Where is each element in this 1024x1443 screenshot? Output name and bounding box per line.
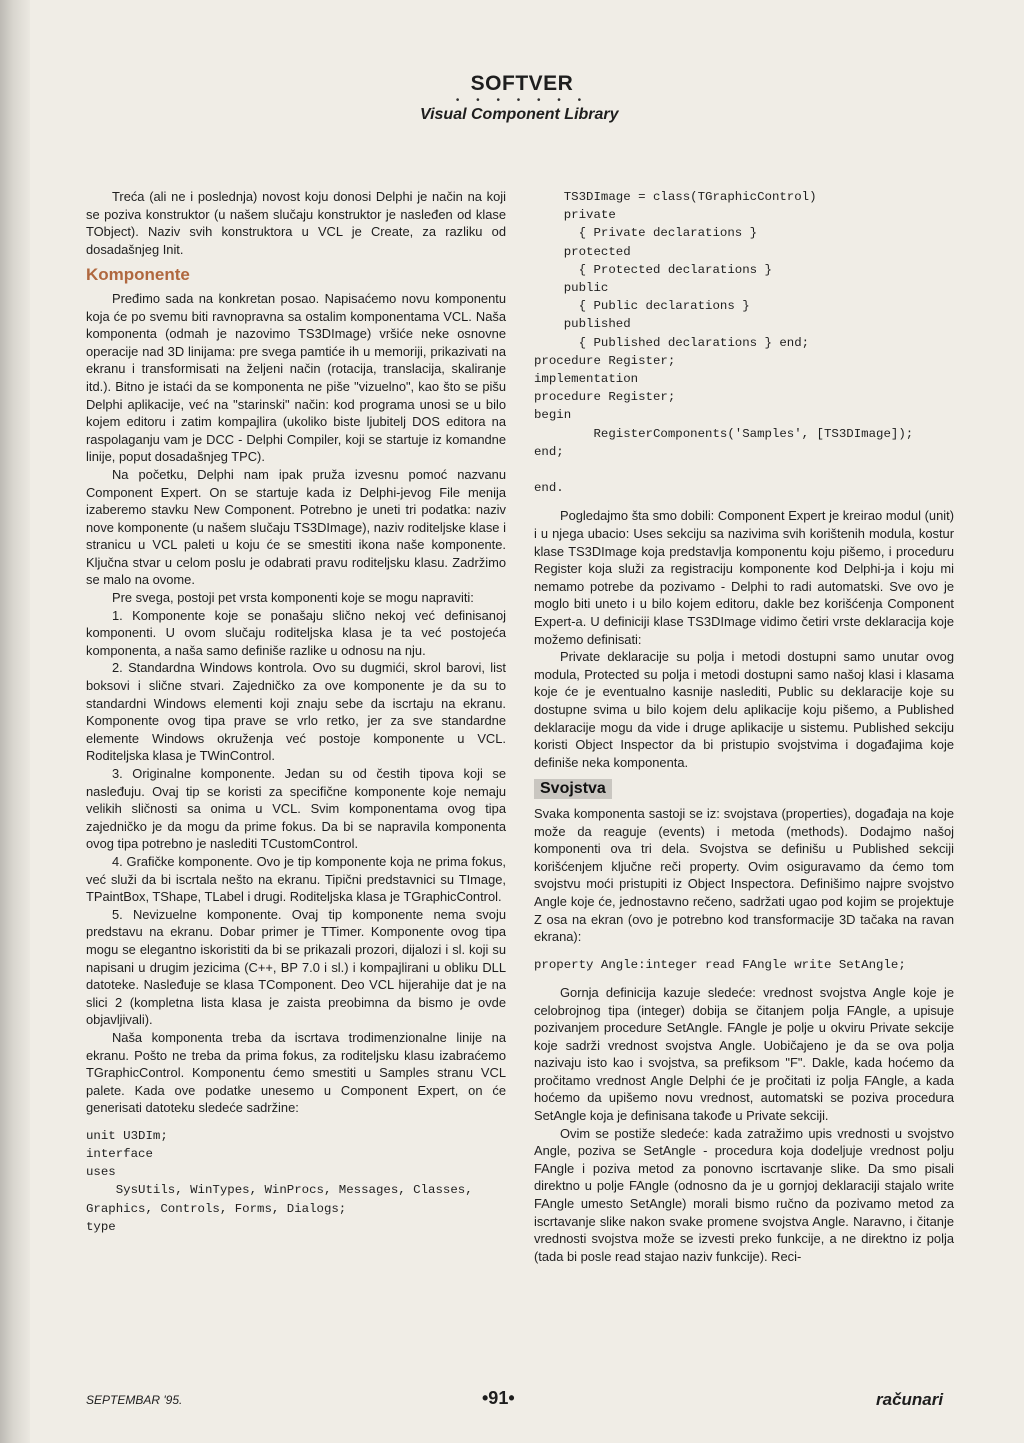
- page-binding-edge: [0, 0, 30, 1443]
- code-listing-property: property Angle:integer read FAngle write SetAngle;: [534, 957, 906, 972]
- paragraph: Ovim se postiže sledeće: kada zatražimo upis vrednosti u svojstvo Angle, poziva se SetAngle - procedura koja dodeljuje vrednost polju FAngle i poziva metod za ponovno iscrtavanje slike. Da smo pisali direktno u polje FAngle (odnosno da je u gornjoj deklaraciji stajalo write FAngle umesto SetAngle) morali bismo ručno da pozivamo metod za iscrtavanje slike nakon svake promene svojstva Angle. Naravno, i čitanje vrednosti svojstva može se izvesti preko funkcije, a ne direktno iz polja (tada bi posle read stajao naziv funkcije). Reci-: [534, 1125, 954, 1264]
- paragraph: Pre svega, postoji pet vrsta komponenti koje se mogu napraviti:: [112, 590, 474, 606]
- paragraph: 4. Grafičke komponente. Ovo je tip komponente koja ne prima fokus, već služi da bi iscrtala nešto na ekranu. Tipični predstavnici su TImage, TPaintBox, TShape, TLabel i drugi. Roditeljska klasa je TGraphicControl.: [86, 853, 506, 905]
- paragraph: 3. Originalne komponente. Jedan su od čestih tipova koji se nasleđuju. Ovaj tip se koristi za specifične komponente koje nemaju velikih sličnosti sa onima u VCL. Svim komponentama ovog tipa zajedničko je da mogu da prime fokus. Da bi se napravila komponenta ovog tipa potrebno je naslediti TCustomControl.: [86, 766, 506, 852]
- left-column: [86, 188, 506, 1246]
- decorative-dots: • • • • • • •: [455, 95, 589, 106]
- paragraph: 5. Nevizuelne komponente. Ovaj tip komponente nema svoju predstavu na ekranu. Dobar primer je TTimer. Komponente ovog tipa mogu se elegantno iskoristiti da bi se prikazali prozori, dijalozi i sl. koji su napisani u drugim jezicima (C++, BP 7.0 i sl.) i kompajlirani u obliku DLL datoteke. Nasleđuje se klasa TComponent. Deo VCL hijerahije dat je na slici 2 (kompletna lista klasa je zaista preobimna da bismo je ovde objavljivali).: [86, 906, 506, 1028]
- paragraph: Pogledajmo šta smo dobili: Component Expert je kreirao modul (unit) i u njega ubacio: Uses sekciju sa nazivima svih korištenih modula, kostur klase TS3DImage koja predstavlja komponentu koju pišemo, i proceduru Register koja služi za registraciju komponente kod Delphi-ja i koju mi nemamo potrebe da pozivamo - Delphi to radi automatski. Sve ovo je moglo biti uneto i u bilo kojem editoru, dakle bez korišćenja Component Expert-a. U definiciji klase TS3DImage vidimo četiri vrste deklaracija koje možemo definisati:: [534, 508, 954, 647]
- paragraph: Gornja definicija kazuje sledeće: vrednost svojstva Angle koje je celobrojnog tipa (integer) dobija se čitanjem polja FAngle, a upisuje pozivanjem procedure SetAngle. FAngle je polje u okviru Private sekcije koje sadrži vrednost svojstva Angle. Uobičajeno je da se ova polja nazivaju isto kao i svojstva, sa prefiksom "F". Dakle, kada hoćemo da pročitamo vrednost Angle Delphi će je pročitati iz polja FAngle, a kada hoćemo da upišemo novu vrednost, automatski se poziva procedura SetAngle koja je definisana takođe u Private sekciji.: [534, 984, 954, 1124]
- paragraph: 1. Komponente koje se ponašaju slično nekoj već definisanoj komponenti. U ovom slučaju roditeljska klasa je ta već postojeća komponenta, a naša samo definiše razlike u odnosu na nju.: [86, 607, 506, 658]
- heading-svojstva: Svojstva: [534, 779, 612, 799]
- right-column: [534, 188, 954, 1265]
- page-subtitle: Visual Component Library: [420, 106, 619, 123]
- page-number: •91•: [482, 1388, 515, 1408]
- heading-komponente: Komponente: [86, 265, 190, 285]
- paragraph: Treća (ali ne i poslednja) novost koju donosi Delphi je način na koji se poziva konstruktor (u našem slučaju konstruktor je nasleđen od klase TObject). Naziv svih konstruktora u VCL je Create, za razliku od dosadašnjeg Init.: [86, 189, 506, 257]
- paragraph: Pređimo sada na konkretan posao. Napisaćemo novu komponentu koja će po svemu biti ravnopravna sa ostalim komponentama VCL. Naša komponenta (odmah je nazovimo TS3DImage) vršiće neke osnovne operacije nad 3D linijama: pre svega pamtiće ih u memoriji, prikazivati na ekranu i transformisati na željeni način (rotacija, translacija, skaliranje itd.). Bitno je istaći da se komponenta ne piše "vizuelno", kao što se pišu Delphi aplikacije, već na "starinski" način: kod programa unosi se u bilo kojem editoru i zatim kompajlira (ukoliko biste ljubitelj DOS editora na raspolaganju vam je DCC - Delphi Compiler, koji se startuje iz komandne linije, poput dosadašnjeg TPC).: [86, 290, 506, 465]
- paragraph: Svaka komponenta sastoji se iz: svojstava (properties), događaja na koje može da reaguje (events) i metoda (methods). Dodajmo našoj komponenti ova tri dela. Svojstva se definišu u Published sekciji korišćenjem ključne reči property. Ovim osiguravamo da ćemo tom svojstvu moći pristupiti iz Object Inspectora. Definišimo najpre svojstvo Angle koje će, jednostavno rečeno, sadržati ugao pod kojim se projektuje Z osa na ekran (ovo je potrebno kod transformacije 3D tačaka na ravan ekrana):: [534, 805, 954, 945]
- paragraph: Na početku, Delphi nam ipak pruža izvesnu pomoć nazvanu Component Expert. On se startuje kada iz Delphi-jevog File menija izaberemo stavku New Component. Potrebno je uneti tri podatka: naziv nove komponente (u našem slučaju TS3DImage), naziv roditeljske klase i stranicu u VCL paleti u koju će se smestiti ikona naše komponente. Ključna stvar u celom poslu je odabrati pravu roditeljsku klasu. Zadržimo se malo na ovome.: [86, 466, 506, 588]
- code-listing-class: TS3DImage = class(TGraphicControl) private { Private declarations } protected { Protected declarations } public { Public declarations } published { Published declarations } end; procedure Register; implementation procedure Register; begin RegisterComponents('Samples', [TS3DImage]); end; end.: [534, 190, 914, 496]
- section-title: SOFTVER: [470, 72, 574, 95]
- footer-issue-date: SEPTEMBAR '95.: [86, 1393, 183, 1407]
- magazine-logo: računari: [876, 1390, 944, 1409]
- code-listing-unit: unit U3DIm; interface uses SysUtils, WinTypes, WinProcs, Messages, Classes, Graphics, Controls, Forms, Dialogs; type: [86, 1128, 473, 1234]
- paragraph: 2. Standardna Windows kontrola. Ovo su dugmići, skrol barovi, list boksovi i slične stvari. Zajedničko za ove komponente je da su to standardni Windows elementi koji znaju sebe da iscrtaju na ekranu. Komponente ovog tipa prave se vrlo retko, jer za sve standardne elemente Windows okruženja već postoje komponente u VCL. Roditeljska klasa je TWinControl.: [86, 660, 506, 764]
- paragraph: Private deklaracije su polja i metodi dostupni samo unutar ovog modula, Protected su polja i metodi dostupni samo našoj klasi i klasama koje će je eventualno kasnije nasleditі, Public su deklaracije koje su dostupne svima u bilo kojem delu aplikacije koju pišemo, a Published deklaracije mogu da vide i druge aplikacije u sistemu. Published sekciju koristi Object Inspector da bi pristupio svojstvima i događajima koje definiše neka komponenta.: [534, 649, 954, 770]
- page-header: [0, 72, 1024, 106]
- paragraph: Naša komponenta treba da iscrtava trodimenzionalne linije na ekranu. Pošto ne treba da prima fokus, za roditeljsku klasu izabraćemo TGraphicControl. Komponentu ćemo smestiti u Samples stranu VCL palete. Kada ove podatke unesemo u Component Expert, on će generisati datoteku sledeće sadržine:: [86, 1029, 506, 1116]
